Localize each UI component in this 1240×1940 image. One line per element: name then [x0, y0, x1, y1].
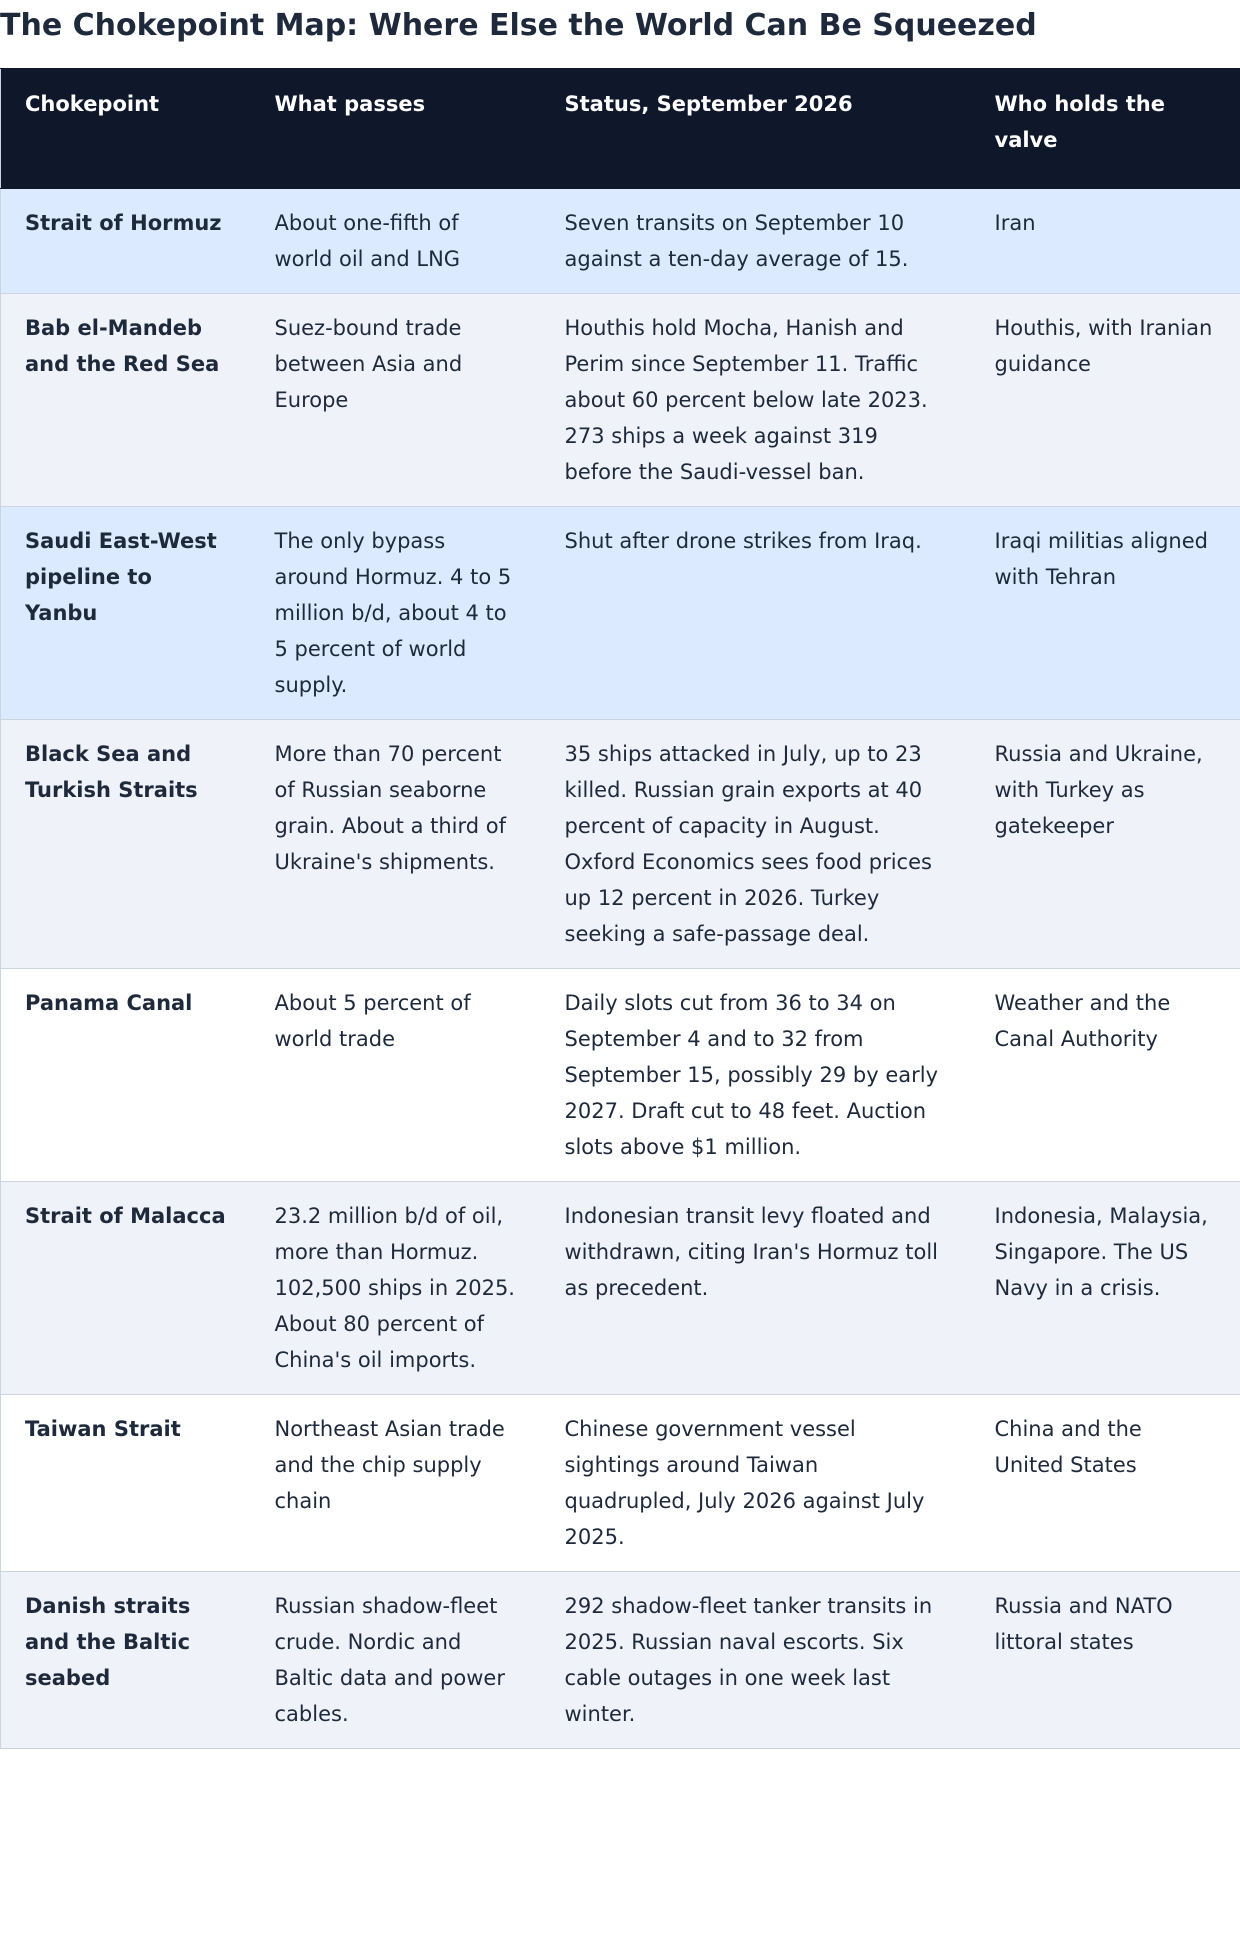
what-passes-cell: Suez-bound trade between Asia and Europe [251, 294, 541, 507]
what-passes-cell: About 5 percent of world trade [251, 969, 541, 1182]
table-row [1, 1572, 1240, 1749]
status-cell: Chinese government vessel sightings around Taiwan quadrupled, July 2026 against July 2025. [541, 1395, 971, 1572]
chokepoint-cell: Panama Canal [1, 969, 251, 1182]
chokepoint-cell: Danish straits and the Baltic seabed [1, 1572, 251, 1749]
column-header-status: Status, September 2026 [541, 69, 971, 189]
chokepoint-cell: Taiwan Strait [1, 1395, 251, 1572]
status-cell: 35 ships attacked in July, up to 23 killed. Russian grain exports at 40 percent of capacity in August. Oxford Economics sees food prices up 12 percent in 2026. Turkey seeking a safe-passage deal. [541, 720, 971, 969]
column-header-chokepoint: Chokepoint [1, 69, 251, 189]
what-passes-cell: Russian shadow-fleet crude. Nordic and Baltic data and power cables. [251, 1572, 541, 1749]
holder-cell: Russia and Ukraine, with Turkey as gatekeeper [971, 720, 1240, 969]
holder-cell: Russia and NATO littoral states [971, 1572, 1240, 1749]
chokepoint-cell: Saudi East-West pipeline to Yanbu [1, 507, 251, 720]
holder-cell: Weather and the Canal Authority [971, 969, 1240, 1182]
status-cell: Indonesian transit levy floated and withdrawn, citing Iran's Hormuz toll as precedent. [541, 1182, 971, 1395]
holder-cell: China and the United States [971, 1395, 1240, 1572]
holder-cell: Iraqi militias aligned with Tehran [971, 507, 1240, 720]
table-row [1, 720, 1240, 969]
what-passes-cell: Northeast Asian trade and the chip supply chain [251, 1395, 541, 1572]
what-passes-cell: More than 70 percent of Russian seaborne grain. About a third of Ukraine's shipments. [251, 720, 541, 969]
chokepoint-cell: Bab el-Mandeb and the Red Sea [1, 294, 251, 507]
table-row [1, 294, 1240, 507]
table-row [1, 507, 1240, 720]
status-cell: 292 shadow-fleet tanker transits in 2025. Russian naval escorts. Six cable outages in one week last winter. [541, 1572, 971, 1749]
chokepoint-table [0, 68, 1240, 1749]
page-title: The Chokepoint Map: Where Else the World Can Be Squeezed [0, 8, 1037, 43]
holder-cell: Indonesia, Malaysia, Singapore. The US Navy in a crisis. [971, 1182, 1240, 1395]
status-cell: Seven transits on September 10 against a ten-day average of 15. [541, 189, 971, 294]
chokepoint-cell: Strait of Hormuz [1, 189, 251, 294]
status-cell: Daily slots cut from 36 to 34 on September 4 and to 32 from September 15, possibly 29 by early 2027. Draft cut to 48 feet. Auction slots above $1 million. [541, 969, 971, 1182]
column-header-what-passes: What passes [251, 69, 541, 189]
holder-cell: Houthis, with Iranian guidance [971, 294, 1240, 507]
status-cell: Shut after drone strikes from Iraq. [541, 507, 971, 720]
column-header-holder: Who holds the valve [971, 69, 1240, 189]
table-row [1, 1182, 1240, 1395]
table-header [1, 69, 1240, 189]
table-row [1, 189, 1240, 294]
table-row [1, 1395, 1240, 1572]
what-passes-cell: About one-fifth of world oil and LNG [251, 189, 541, 294]
what-passes-cell: The only bypass around Hormuz. 4 to 5 million b/d, about 4 to 5 percent of world supply. [251, 507, 541, 720]
header-row [1, 69, 1240, 189]
holder-cell: Iran [971, 189, 1240, 294]
chokepoint-cell: Black Sea and Turkish Straits [1, 720, 251, 969]
status-cell: Houthis hold Mocha, Hanish and Perim since September 11. Traffic about 60 percent below late 2023. 273 ships a week against 319 before the Saudi-vessel ban. [541, 294, 971, 507]
chokepoint-cell: Strait of Malacca [1, 1182, 251, 1395]
table-row [1, 969, 1240, 1182]
table-body [1, 189, 1240, 1749]
what-passes-cell: 23.2 million b/d of oil, more than Hormuz. 102,500 ships in 2025. About 80 percent of China's oil imports. [251, 1182, 541, 1395]
